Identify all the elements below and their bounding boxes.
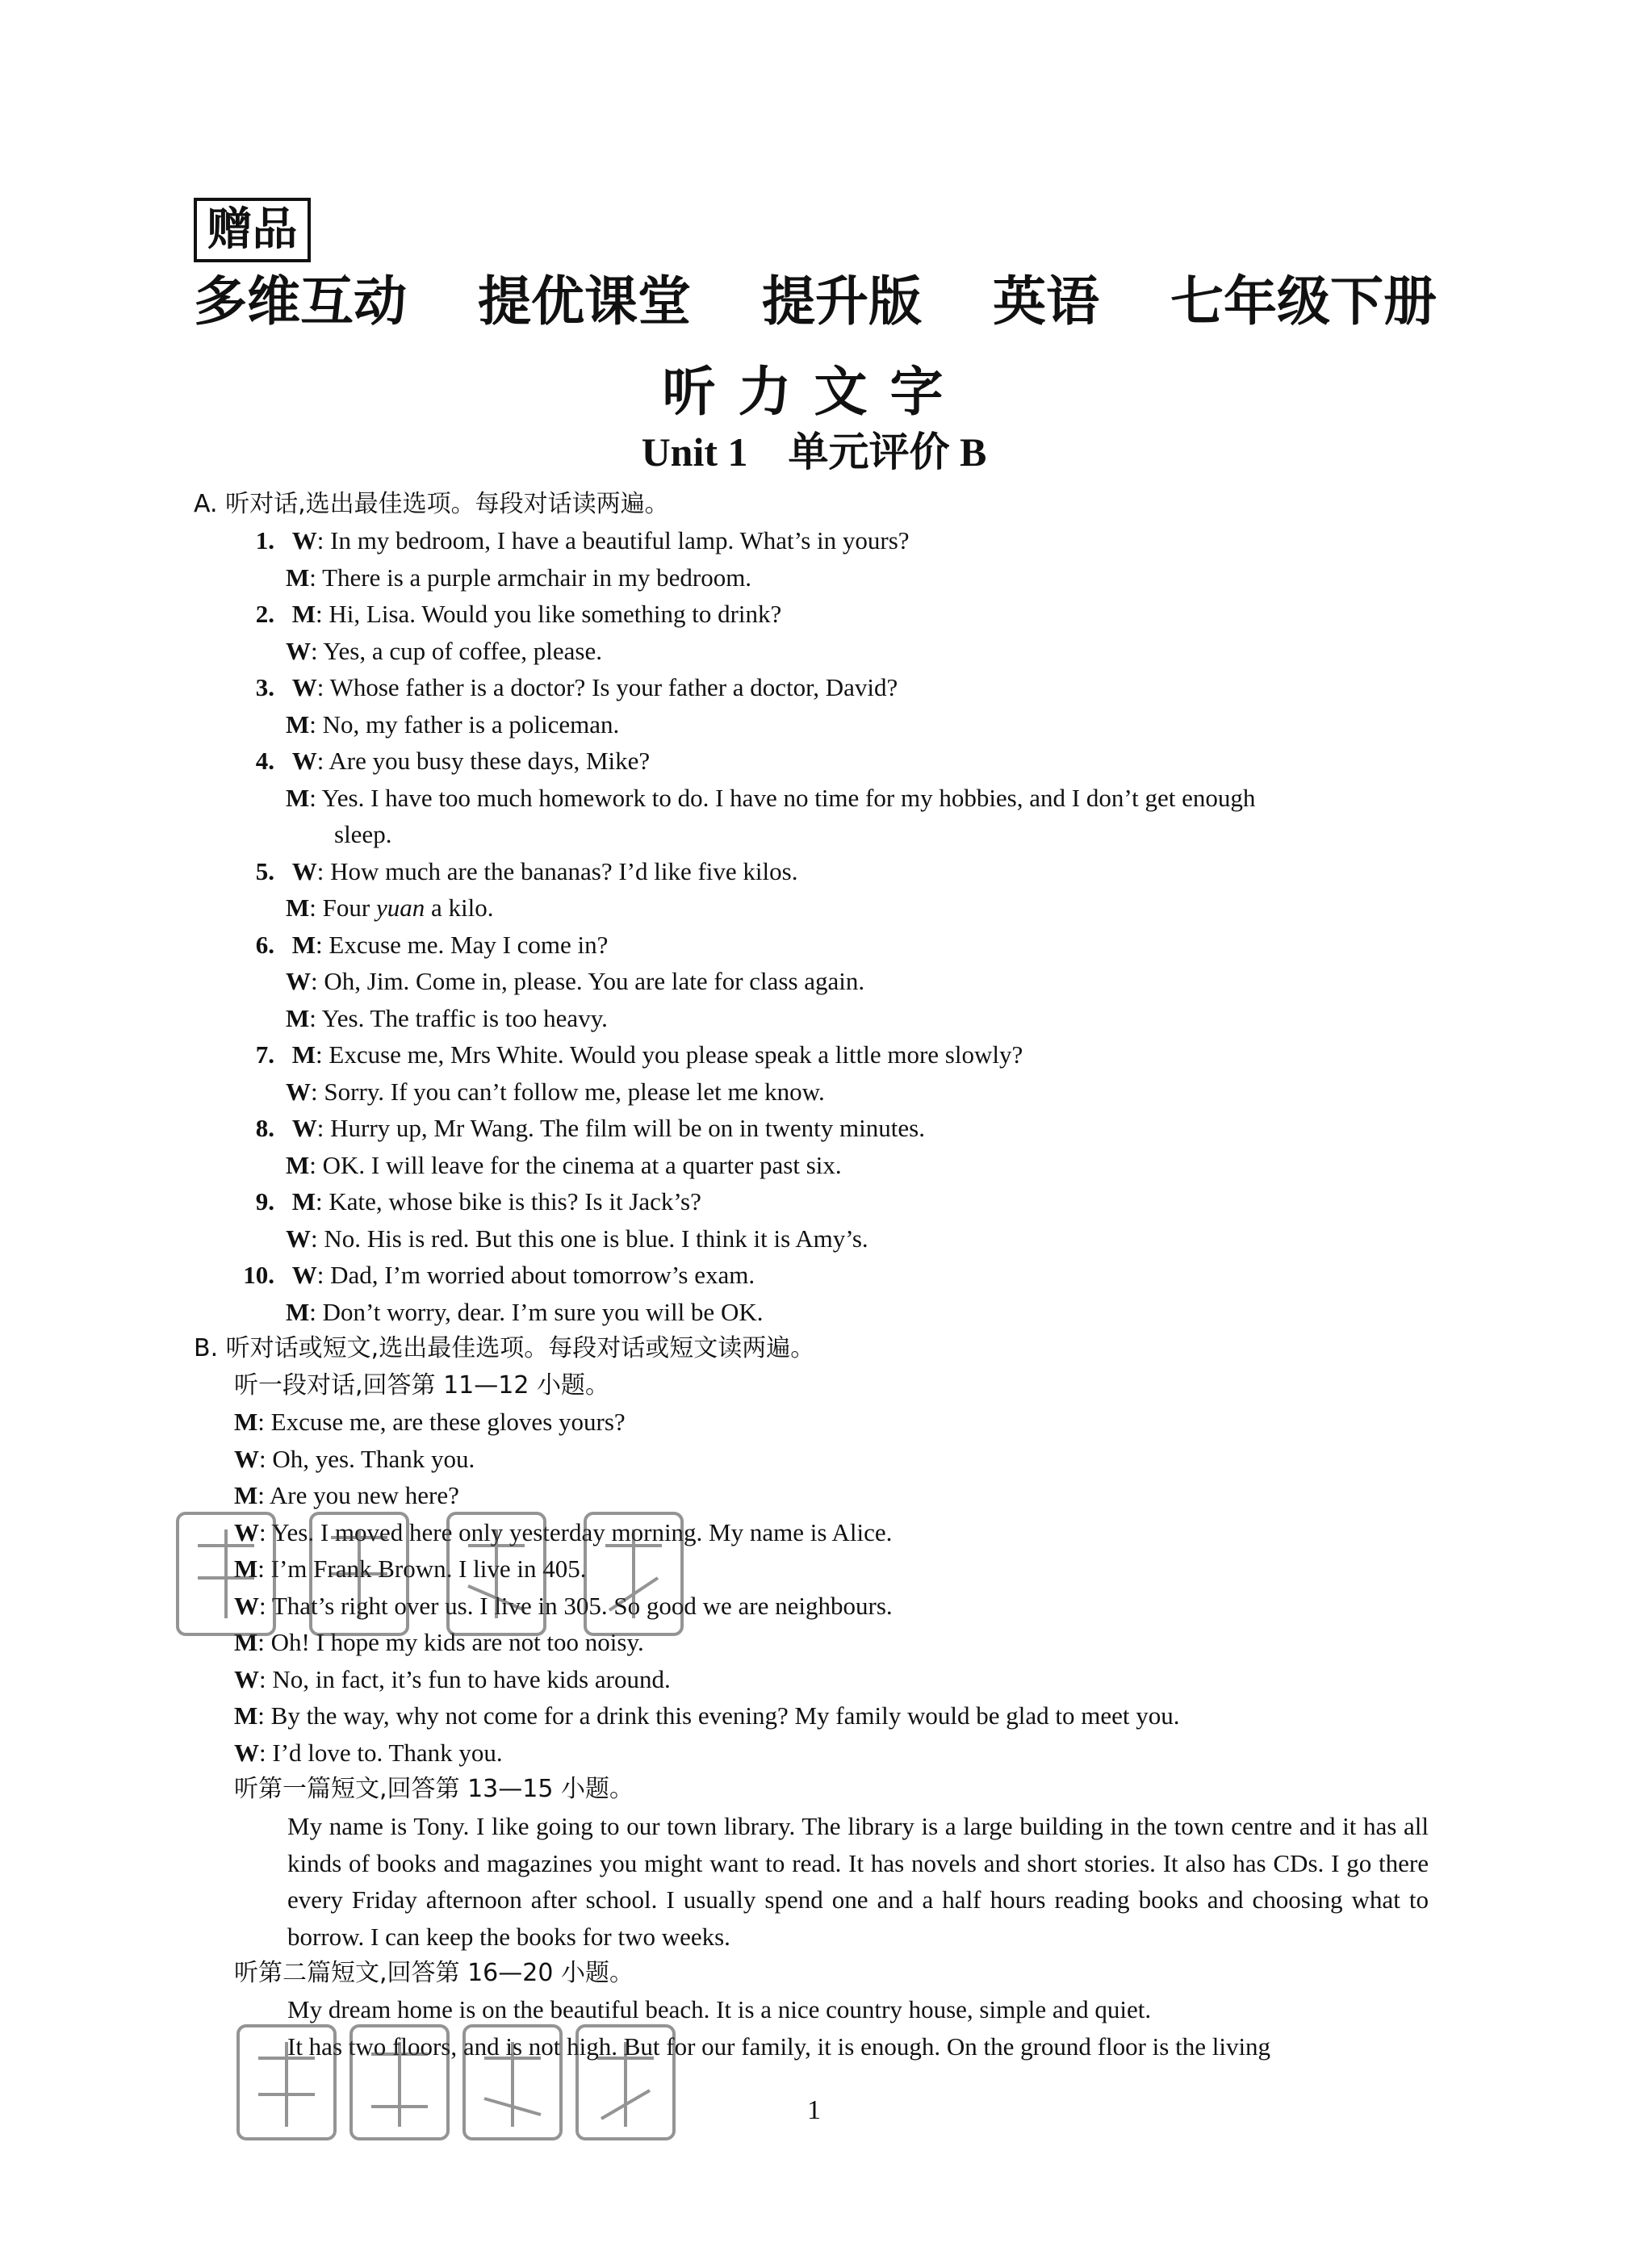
dialogue-line: W: Sorry. If you can’t follow me, please let me know.	[286, 1078, 825, 1106]
section-b-heading: B. 听对话或短文,选出最佳选项。每段对话或短文读两遍。	[194, 1334, 815, 1362]
passage2-line: It has two floors, and is not high. But for our family, it is enough. On the ground floor is the living	[287, 2032, 1271, 2061]
dialogue-text: I’m Frank Brown. I live in 405.	[270, 1555, 587, 1583]
dialogue-text: There is a purple armchair in my bedroom.	[322, 563, 752, 592]
speaker: M	[286, 1151, 310, 1179]
dialogue-text: Yes. I moved here only yesterday morning. My name is Alice.	[271, 1518, 893, 1546]
watermark-graphic	[234, 2018, 686, 2147]
question-number: 9.	[255, 1187, 274, 1216]
book-title-part: 多维互动	[194, 270, 407, 333]
dialogue-text: Yes. I have too much homework to do. I have no time for my hobbies, and I don’t get enough	[321, 784, 1256, 812]
speaker: M	[286, 1298, 310, 1326]
dialogue-text: Oh! I hope my kids are not too noisy.	[270, 1628, 644, 1656]
dialogue-line: M: Yes. The traffic is too heavy.	[286, 1004, 608, 1032]
dialogue-line: M: No, my father is a policeman.	[286, 710, 620, 739]
question-number: 8.	[255, 1114, 274, 1142]
speaker: M	[286, 710, 310, 739]
dialogue-text: a kilo.	[425, 893, 494, 922]
dialogue-line: 1. W: In my bedroom, I have a beautiful lamp. What’s in yours?	[242, 525, 910, 557]
speaker: M	[291, 600, 316, 628]
watermark-logo	[174, 1497, 739, 1680]
book-title-part: 七年级下册	[1170, 270, 1437, 333]
dialogue-line: 6. M: Excuse me. May I come in?	[242, 929, 608, 961]
dialogue-line: 5. W: How much are the bananas? I’d like five kilos.	[242, 856, 797, 888]
gift-label: 赠品	[194, 198, 311, 262]
dialogue-text: Oh, yes. Thank you.	[272, 1445, 475, 1473]
dialogue-text: Four	[322, 893, 376, 922]
dialogue-text: Are you new here?	[269, 1481, 459, 1509]
dialogue-line: W: No. His is red. But this one is blue. I think it is Amy’s.	[286, 1224, 868, 1253]
dialogue-line: W: Oh, yes. Thank you.	[234, 1445, 475, 1473]
speaker: W	[291, 1261, 317, 1289]
dialogue-text: How much are the bananas? I’d like five kilos.	[330, 857, 798, 885]
passage1-text	[234, 1808, 1429, 1955]
dialogue-text: That’s right over us. I live in 305. So good we are neighbours.	[271, 1592, 893, 1620]
passage2-line: My dream home is on the beautiful beach. It is a nice country house, simple and quiet.	[287, 1995, 1152, 2023]
speaker: M	[286, 1004, 310, 1032]
dialogue-line: W: That’s right over us. I live in 305. So good we are neighbours.	[234, 1592, 893, 1620]
speaker: W	[234, 1665, 259, 1693]
dialogue-text-italic: yuan	[375, 893, 425, 922]
book-title	[194, 262, 1437, 331]
dialogue-text: Oh, Jim. Come in, please. You are late for class again.	[324, 967, 865, 995]
speaker: W	[234, 1445, 259, 1473]
dialogue-text: No. His is red. But this one is blue. I think it is Amy’s.	[324, 1224, 868, 1253]
dialogue-line: M: I’m Frank Brown. I live in 405.	[234, 1555, 587, 1583]
speaker: W	[286, 1078, 311, 1106]
speaker: M	[234, 1555, 258, 1583]
section-title: 听力文字	[662, 361, 966, 423]
speaker: M	[286, 784, 310, 812]
passage-paragraph: My name is Tony. I like going to our town library. The library is a large building in the town centre and it has all kinds of books and magazines you might want to read. It has novels and short stories. It also has CDs. I go there every Friday afternoon after school. I usually spend one and a half hours reading books and choosing what to borrow. I can keep the books for two weeks.	[287, 1812, 1429, 1951]
speaker: W	[286, 1224, 311, 1253]
dialogue-continuation: sleep.	[334, 820, 392, 848]
dialogue-text: Hi, Lisa. Would you like something to drink?	[329, 600, 782, 628]
section-a-heading: A. 听对话,选出最佳选项。每段对话读两遍。	[194, 490, 669, 518]
dialogue-line: M: Excuse me, are these gloves yours?	[234, 1408, 626, 1436]
dialogue-text: Yes, a cup of coffee, please.	[323, 637, 602, 665]
passage2-intro: 听第二篇短文,回答第 16—20 小题。	[234, 1959, 634, 1987]
unit-subtitle: 单元评价 B	[788, 429, 987, 475]
page-number: 1	[807, 2095, 821, 2125]
speaker: W	[286, 637, 311, 665]
dialogue-line: 9. M: Kate, whose bike is this? Is it Jack’s?	[242, 1186, 701, 1218]
speaker: W	[291, 857, 317, 885]
dialogue-line: W: Yes. I moved here only yesterday morning. My name is Alice.	[234, 1518, 893, 1546]
speaker: M	[291, 1187, 316, 1216]
book-title-part: 提升版	[762, 270, 922, 333]
speaker: M	[234, 1701, 258, 1730]
question-number: 3.	[255, 673, 274, 701]
dialogue-line: 3. W: Whose father is a doctor? Is your father a doctor, David?	[242, 672, 898, 704]
speaker: W	[291, 747, 317, 775]
question-number: 4.	[255, 747, 274, 775]
dialogue-text: Sorry. If you can’t follow me, please let me know.	[324, 1078, 825, 1106]
dialogue-text: Whose father is a doctor? Is your father a doctor, David?	[329, 673, 898, 701]
dialogue-text: No, in fact, it’s fun to have kids around.	[272, 1665, 671, 1693]
speaker: M	[291, 931, 316, 959]
dialogue-text: Excuse me, Mrs White. Would you please speak a little more slowly?	[329, 1040, 1023, 1069]
dialogue-text: Yes. The traffic is too heavy.	[321, 1004, 608, 1032]
dialogue-text: Excuse me, are these gloves yours?	[270, 1408, 626, 1436]
dialogue-line: 7. M: Excuse me, Mrs White. Would you please speak a little more slowly?	[242, 1039, 1023, 1071]
speaker: W	[234, 1592, 259, 1620]
dialogue-line: M: Are you new here?	[234, 1481, 459, 1509]
speaker: M	[234, 1628, 258, 1656]
dialogue-line: 10. W: Dad, I’m worried about tomorrow’s exam.	[226, 1259, 755, 1291]
speaker: M	[286, 893, 310, 922]
speaker: W	[234, 1518, 259, 1546]
dialogue-text: Dad, I’m worried about tomorrow’s exam.	[330, 1261, 755, 1289]
watermark-logo	[234, 2018, 686, 2176]
speaker: W	[291, 673, 317, 701]
dialogue-text: In my bedroom, I have a beautiful lamp. What’s in yours?	[330, 526, 910, 554]
dialogue-text: Hurry up, Mr Wang. The film will be on in twenty minutes.	[330, 1114, 925, 1142]
dialogue-text: Excuse me. May I come in?	[329, 931, 609, 959]
dialogue-line: 4. W: Are you busy these days, Mike?	[242, 745, 650, 777]
speaker: M	[234, 1481, 258, 1509]
dialogue-text: I’d love to. Thank you.	[272, 1739, 503, 1767]
dialogue-line: M: Yes. I have too much homework to do. I have no time for my hobbies, and I don’t get enough	[286, 784, 1256, 812]
speaker: M	[291, 1040, 316, 1069]
question-number: 10.	[243, 1261, 274, 1289]
dialogue-line: W: I’d love to. Thank you.	[234, 1739, 503, 1767]
dialogue-text: Kate, whose bike is this? Is it Jack’s?	[329, 1187, 701, 1216]
question-number: 6.	[255, 931, 274, 959]
dialogue-text: OK. I will leave for the cinema at a quarter past six.	[322, 1151, 842, 1179]
dialogue-line: M: There is a purple armchair in my bedroom.	[286, 563, 752, 592]
book-title-part: 提优课堂	[478, 270, 691, 333]
dialogue-line: M: Four yuan a kilo.	[286, 893, 494, 922]
dialogue-line: W: Oh, Jim. Come in, please. You are late for class again.	[286, 967, 865, 995]
dialogue-text: No, my father is a policeman.	[322, 710, 620, 739]
dialogue-line: M: Don’t worry, dear. I’m sure you will be OK.	[286, 1298, 764, 1326]
dialogue-line: 2. M: Hi, Lisa. Would you like something to drink?	[242, 598, 781, 630]
speaker: W	[291, 526, 317, 554]
speaker: M	[234, 1408, 258, 1436]
question-number: 7.	[255, 1040, 274, 1069]
question-number: 1.	[255, 526, 274, 554]
passage1-intro: 听第一篇短文,回答第 13—15 小题。	[234, 1775, 634, 1803]
dialogue-line: M: By the way, why not come for a drink this evening? My family would be glad to meet you.	[234, 1701, 1180, 1730]
speaker: W	[286, 967, 311, 995]
speaker: W	[234, 1739, 259, 1767]
book-title-part: 英语	[993, 270, 1099, 333]
dialogue-line: 8. W: Hurry up, Mr Wang. The film will be on in twenty minutes.	[242, 1112, 925, 1144]
speaker: M	[286, 563, 310, 592]
watermark-graphic	[174, 1497, 739, 1651]
dialogue-text: By the way, why not come for a drink this evening? My family would be glad to meet you.	[270, 1701, 1180, 1730]
dialogue-text: Are you busy these days, Mike?	[329, 747, 651, 775]
dialogue-line: M: Oh! I hope my kids are not too noisy.	[234, 1628, 644, 1656]
question-number: 2.	[255, 600, 274, 628]
dialogue-line: W: Yes, a cup of coffee, please.	[286, 637, 602, 665]
dialogue-line: M: OK. I will leave for the cinema at a quarter past six.	[286, 1151, 842, 1179]
speaker: W	[291, 1114, 317, 1142]
dialogue-text: Don’t worry, dear. I’m sure you will be OK.	[322, 1298, 764, 1326]
dialogue-line: W: No, in fact, it’s fun to have kids around.	[234, 1665, 671, 1693]
unit-title	[0, 420, 1628, 478]
unit-label: Unit 1	[641, 429, 748, 475]
dialogue-intro: 听一段对话,回答第 11—12 小题。	[234, 1371, 609, 1400]
question-number: 5.	[255, 857, 274, 885]
